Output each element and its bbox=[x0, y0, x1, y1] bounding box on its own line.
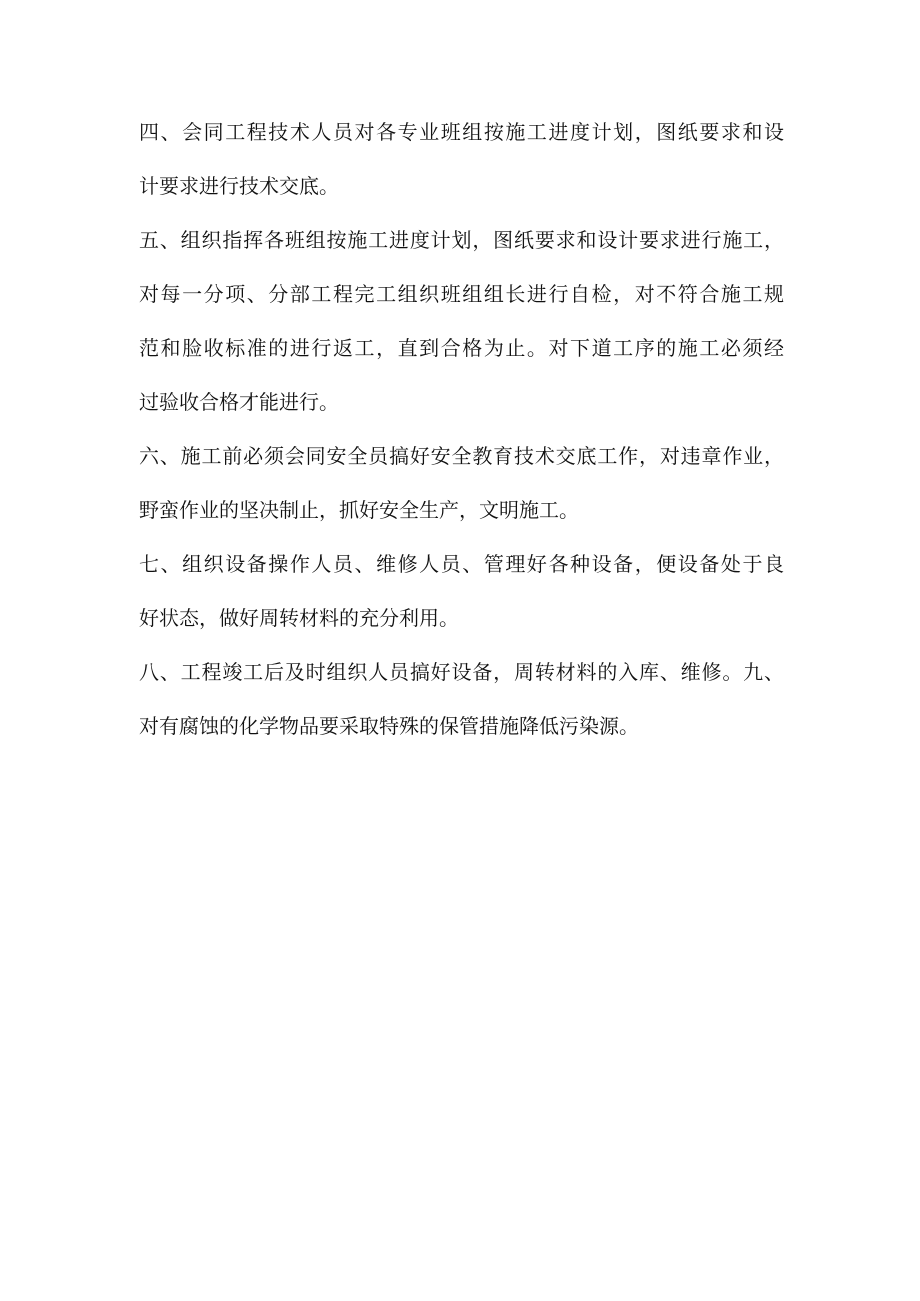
text-line: 对每一分项、分部工程完工组织班组组长进行自检，对不符合施工规 bbox=[139, 282, 784, 306]
text-line: 四、会同工程技术人员对各专业班组按施工进度计划，图纸要求和设 bbox=[139, 120, 784, 144]
text-line: 八、工程竣工后及时组织人员搞好设备，周转材料的入库、维修。九、 bbox=[139, 660, 784, 684]
text-line: 五、组织指挥各班组按施工进度计划，图纸要求和设计要求进行施工， bbox=[139, 228, 784, 252]
text-line: 野蛮作业的坚决制止，抓好安全生产，文明施工。 bbox=[139, 498, 579, 522]
document-body bbox=[139, 113, 784, 761]
text-line: 好状态，做好周转材料的充分利用。 bbox=[139, 606, 459, 630]
text-line: 七、组织设备操作人员、维修人员、管理好各种设备，便设备处于良 bbox=[139, 552, 784, 576]
text-line: 计要求进行技术交底。 bbox=[139, 174, 339, 198]
text-line: 六、施工前必须会同安全员搞好安全教育技术交底工作，对违章作业， bbox=[139, 444, 784, 468]
text-line: 范和脸收标准的进行返工，直到合格为止。对下道工序的施工必须经 bbox=[139, 336, 784, 360]
text-line: 过验收合格才能进行。 bbox=[139, 390, 339, 414]
text-line: 对有腐蚀的化学物品要采取特殊的保管措施降低污染源。 bbox=[139, 714, 639, 738]
